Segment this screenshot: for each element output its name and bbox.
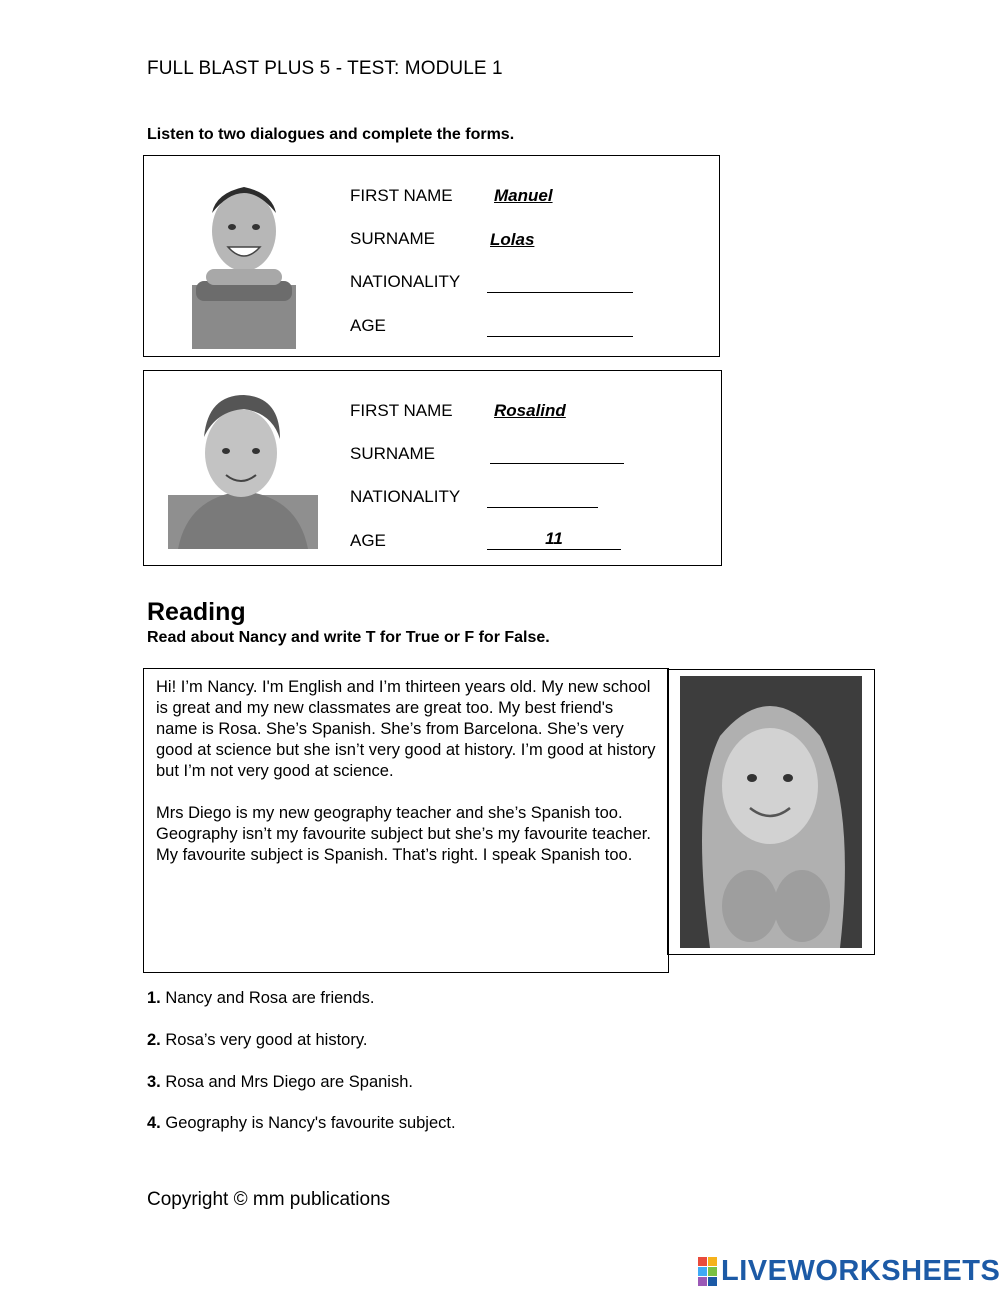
form2-label-nationality: NATIONALITY: [350, 487, 461, 506]
reading-instruction: Read about Nancy and write T for True or F for False.: [147, 629, 550, 646]
form1-label-nationality: NATIONALITY: [350, 272, 461, 291]
question-text: Rosa’s very good at history.: [165, 1031, 368, 1049]
form1-first-name-value[interactable]: Manuel: [494, 186, 553, 205]
form2-label-surname: SURNAME: [350, 444, 436, 463]
boy-photo: [192, 173, 296, 349]
reading-text-box: [143, 668, 669, 973]
question-text: Nancy and Rosa are friends.: [165, 989, 375, 1007]
form1-label-surname: SURNAME: [350, 229, 436, 248]
form2-surname-input[interactable]: [490, 443, 624, 464]
nancy-photo: [680, 676, 862, 948]
question-text: Rosa and Mrs Diego are Spanish.: [165, 1073, 413, 1091]
question-3: [147, 1073, 413, 1092]
reading-title: Reading: [147, 598, 246, 626]
listening-instruction: Listen to two dialogues and complete the forms.: [147, 126, 515, 143]
form2-nationality-input[interactable]: [487, 487, 598, 508]
form2-label-age: AGE: [350, 531, 386, 550]
question-number: 3.: [147, 1073, 161, 1091]
reading-paragraph-2: Mrs Diego is my new geography teacher and she’s Spanish too. Geography isn’t my favourite subject but she’s my favourite teacher. My favourite subject is Spanish. That’s right. I speak Spanish too.: [156, 804, 651, 864]
liveworksheets-logo[interactable]: [698, 1255, 1000, 1288]
form1-label-first-name: FIRST NAME: [350, 186, 453, 205]
brand-name: LIVEWORKSHEETS: [721, 1255, 1000, 1287]
form-manuel: [143, 155, 720, 357]
question-text: Geography is Nancy's favourite subject.: [165, 1114, 456, 1132]
form2-first-name-value[interactable]: Rosalind: [494, 401, 566, 420]
question-4: [147, 1114, 456, 1133]
question-1: [147, 989, 374, 1008]
form2-label-first-name: FIRST NAME: [350, 401, 453, 420]
form1-label-age: AGE: [350, 316, 386, 335]
question-number: 1.: [147, 989, 161, 1007]
form-rosalind: [143, 370, 722, 566]
page-title: FULL BLAST PLUS 5 - TEST: MODULE 1: [147, 58, 503, 79]
question-2: [147, 1031, 367, 1050]
question-number: 4.: [147, 1114, 161, 1132]
copyright: Copyright © mm publications: [147, 1189, 391, 1210]
girl-photo: [168, 387, 318, 549]
form1-surname-value[interactable]: Lolas: [490, 230, 535, 249]
reading-paragraph-1: Hi! I’m Nancy. I'm English and I’m thirteen years old. My new school is great and my new classmates are great too. My best friend's name is Rosa. She’s Spanish. She’s from Barcelona. She’s very good at science but she isn’t very good at history. I’m good at history but I’m not very good at science.: [156, 678, 656, 780]
form1-nationality-input[interactable]: [487, 272, 633, 293]
question-number: 2.: [147, 1031, 161, 1049]
form2-age-input[interactable]: 11: [487, 529, 621, 550]
nancy-photo-frame: [667, 669, 875, 955]
form1-age-input[interactable]: [487, 316, 633, 337]
logo-blocks-icon: [698, 1257, 717, 1286]
